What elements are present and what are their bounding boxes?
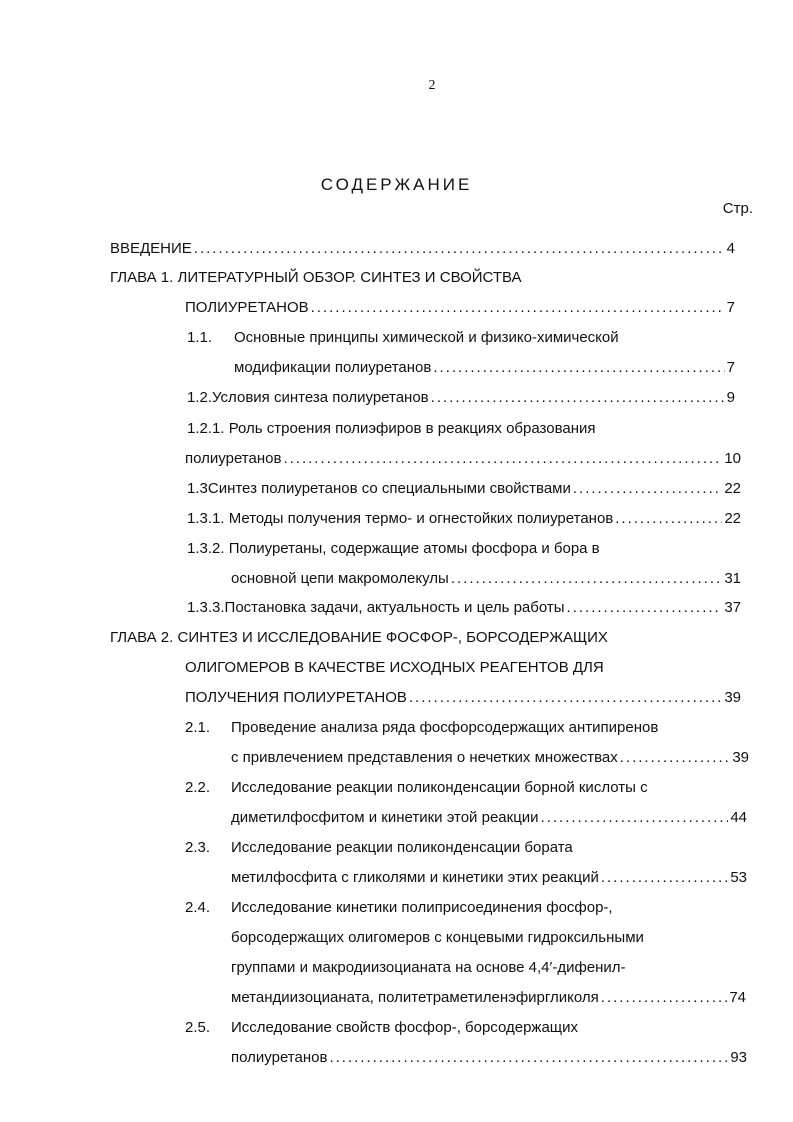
toc-entry-text: Исследование кинетики полиприсоединения фосфор-, (231, 899, 613, 916)
toc-entry-text: Условия синтеза полиуретанов (212, 389, 429, 406)
leader-dots (431, 387, 725, 409)
toc-entry-page: 39 (724, 689, 741, 706)
leader-dots (194, 238, 725, 260)
toc-section-1-3-1 (187, 508, 741, 530)
leader-dots (567, 597, 723, 619)
toc-entry-page: 44 (730, 809, 747, 826)
toc-entry-page: 4 (726, 240, 735, 257)
toc-entry-page: 7 (726, 359, 735, 376)
leader-dots (620, 747, 731, 769)
leader-dots (541, 807, 729, 829)
page-number: 2 (428, 78, 436, 93)
toc-section-2-2-line1 (185, 777, 648, 799)
leader-dots (601, 867, 728, 889)
toc-section-2-4-line2: борсодержащих олигомеров с концевыми гидроксильными (231, 929, 644, 946)
leader-dots (451, 568, 723, 590)
toc-section-2-4-line3: группами и макродиизоцианата на основе 4,4′-дифенил- (231, 959, 626, 976)
toc-entry-text: ПОЛУЧЕНИЯ ПОЛИУРЕТАНОВ (185, 689, 407, 706)
toc-entry-text: ВВЕДЕНИЕ (110, 240, 192, 257)
toc-entry-text: Синтез полиуретанов со специальными свойствами (207, 480, 571, 497)
toc-entry-text: Исследование свойств фосфор-, борсодержащих (231, 1019, 579, 1036)
toc-section-2-5-line1 (185, 1017, 578, 1039)
toc-chapter-2-line1: ГЛАВА 2. СИНТЕЗ И ИССЛЕДОВАНИЕ ФОСФОР-, БОРСОДЕРЖАЩИХ (110, 629, 608, 646)
toc-entry-text: 1.3.1. Методы получения термо- и огнестойких полиуретанов (187, 510, 614, 527)
toc-entry-text: с привлечением представления о нечетких множествах (231, 749, 618, 766)
leader-dots (615, 508, 722, 530)
toc-section-2-1-line2 (231, 747, 749, 769)
toc-entry-page: 22 (724, 510, 741, 527)
toc-section-1-3-2-line2 (231, 568, 741, 590)
section-number: 1.1. (187, 329, 213, 346)
leader-dots (311, 297, 725, 319)
toc-entry-page: 74 (729, 989, 746, 1006)
leader-dots (573, 478, 722, 500)
toc-section-1-3-3 (187, 597, 741, 619)
page-column-label: Стр. (722, 200, 753, 217)
toc-entry-text: модификации полиуретанов (234, 359, 432, 376)
section-number: 1.3.3. (187, 599, 225, 616)
toc-chapter-2-line2: ОЛИГОМЕРОВ В КАЧЕСТВЕ ИСХОДНЫХ РЕАГЕНТОВ ДЛЯ (185, 659, 604, 676)
toc-entry-intro (110, 238, 735, 260)
toc-section-1-2-1-line2 (185, 448, 741, 470)
toc-section-2-3-line1 (185, 837, 573, 859)
toc-entry-page: 7 (726, 299, 735, 316)
page-title: СОДЕРЖАНИЕ (320, 175, 473, 194)
toc-entry-text: Проведение анализа ряда фосфорсодержащих антипиренов (231, 719, 659, 736)
toc-entry-text: полиуретанов (231, 1049, 328, 1066)
toc-entry-page: 9 (726, 389, 735, 406)
leader-dots (283, 448, 722, 470)
toc-section-2-4-line4 (231, 987, 746, 1009)
toc-entry-text: полиуретанов (185, 450, 282, 467)
section-number: 2.3. (185, 839, 211, 856)
toc-entry-text: Постановка задачи, актуальность и цель работы (224, 599, 565, 616)
toc-entry-page: 53 (730, 869, 747, 886)
toc-entry-page: 31 (724, 570, 741, 587)
toc-section-2-2-line2 (231, 807, 747, 829)
section-number: 2.1. (185, 719, 211, 736)
section-number: 1.2. (187, 389, 213, 406)
toc-section-1-3-2-line1: 1.3.2. Полиуретаны, содержащие атомы фосфора и бора в (187, 540, 600, 557)
leader-dots (409, 687, 722, 709)
toc-section-2-3-line2 (231, 867, 747, 889)
toc-entry-page: 37 (724, 599, 741, 616)
toc-entry-page: 22 (724, 480, 741, 497)
toc-entry-text: Исследование реакции поликонденсации бората (231, 839, 573, 856)
toc-section-1-2-1-line1: 1.2.1. Роль строения полиэфиров в реакциях образования (187, 420, 596, 437)
toc-entry-page: 93 (730, 1049, 747, 1066)
toc-section-2-1-line1 (185, 717, 658, 739)
section-number: 2.5. (185, 1019, 211, 1036)
toc-chapter-1-line1: ГЛАВА 1. ЛИТЕРАТУРНЫЙ ОБЗОР. СИНТЕЗ И СВОЙСТВА (110, 269, 522, 286)
section-number: 2.4. (185, 899, 211, 916)
section-number: 1.3 (187, 480, 208, 497)
toc-entry-page: 39 (732, 749, 749, 766)
toc-section-1-3 (187, 478, 741, 500)
toc-entry-page: 10 (724, 450, 741, 467)
toc-section-2-4-line1 (185, 897, 613, 919)
toc-section-1-1-line1 (187, 327, 619, 349)
toc-entry-text: диметилфосфитом и кинетики этой реакции (231, 809, 539, 826)
toc-chapter-2-line3 (185, 687, 741, 709)
toc-section-1-1-line2 (234, 357, 735, 379)
toc-entry-text: основной цепи макромолекулы (231, 570, 449, 587)
toc-entry-text: ПОЛИУРЕТАНОВ (185, 299, 309, 316)
toc-entry-text: Исследование реакции поликонденсации борной кислоты с (231, 779, 648, 796)
leader-dots (433, 357, 724, 379)
toc-entry-text: метандиизоцианата, политетраметиленэфиргликоля (231, 989, 599, 1006)
leader-dots (329, 1047, 728, 1069)
toc-section-2-5-line2 (231, 1047, 747, 1069)
toc-entry-text: Основные принципы химической и физико-химической (234, 329, 619, 346)
toc-entry-text: метилфосфита с гликолями и кинетики этих реакций (231, 869, 599, 886)
leader-dots (601, 987, 728, 1009)
section-number: 2.2. (185, 779, 211, 796)
toc-section-1-2 (187, 387, 735, 409)
toc-chapter-1-line2 (185, 297, 735, 319)
